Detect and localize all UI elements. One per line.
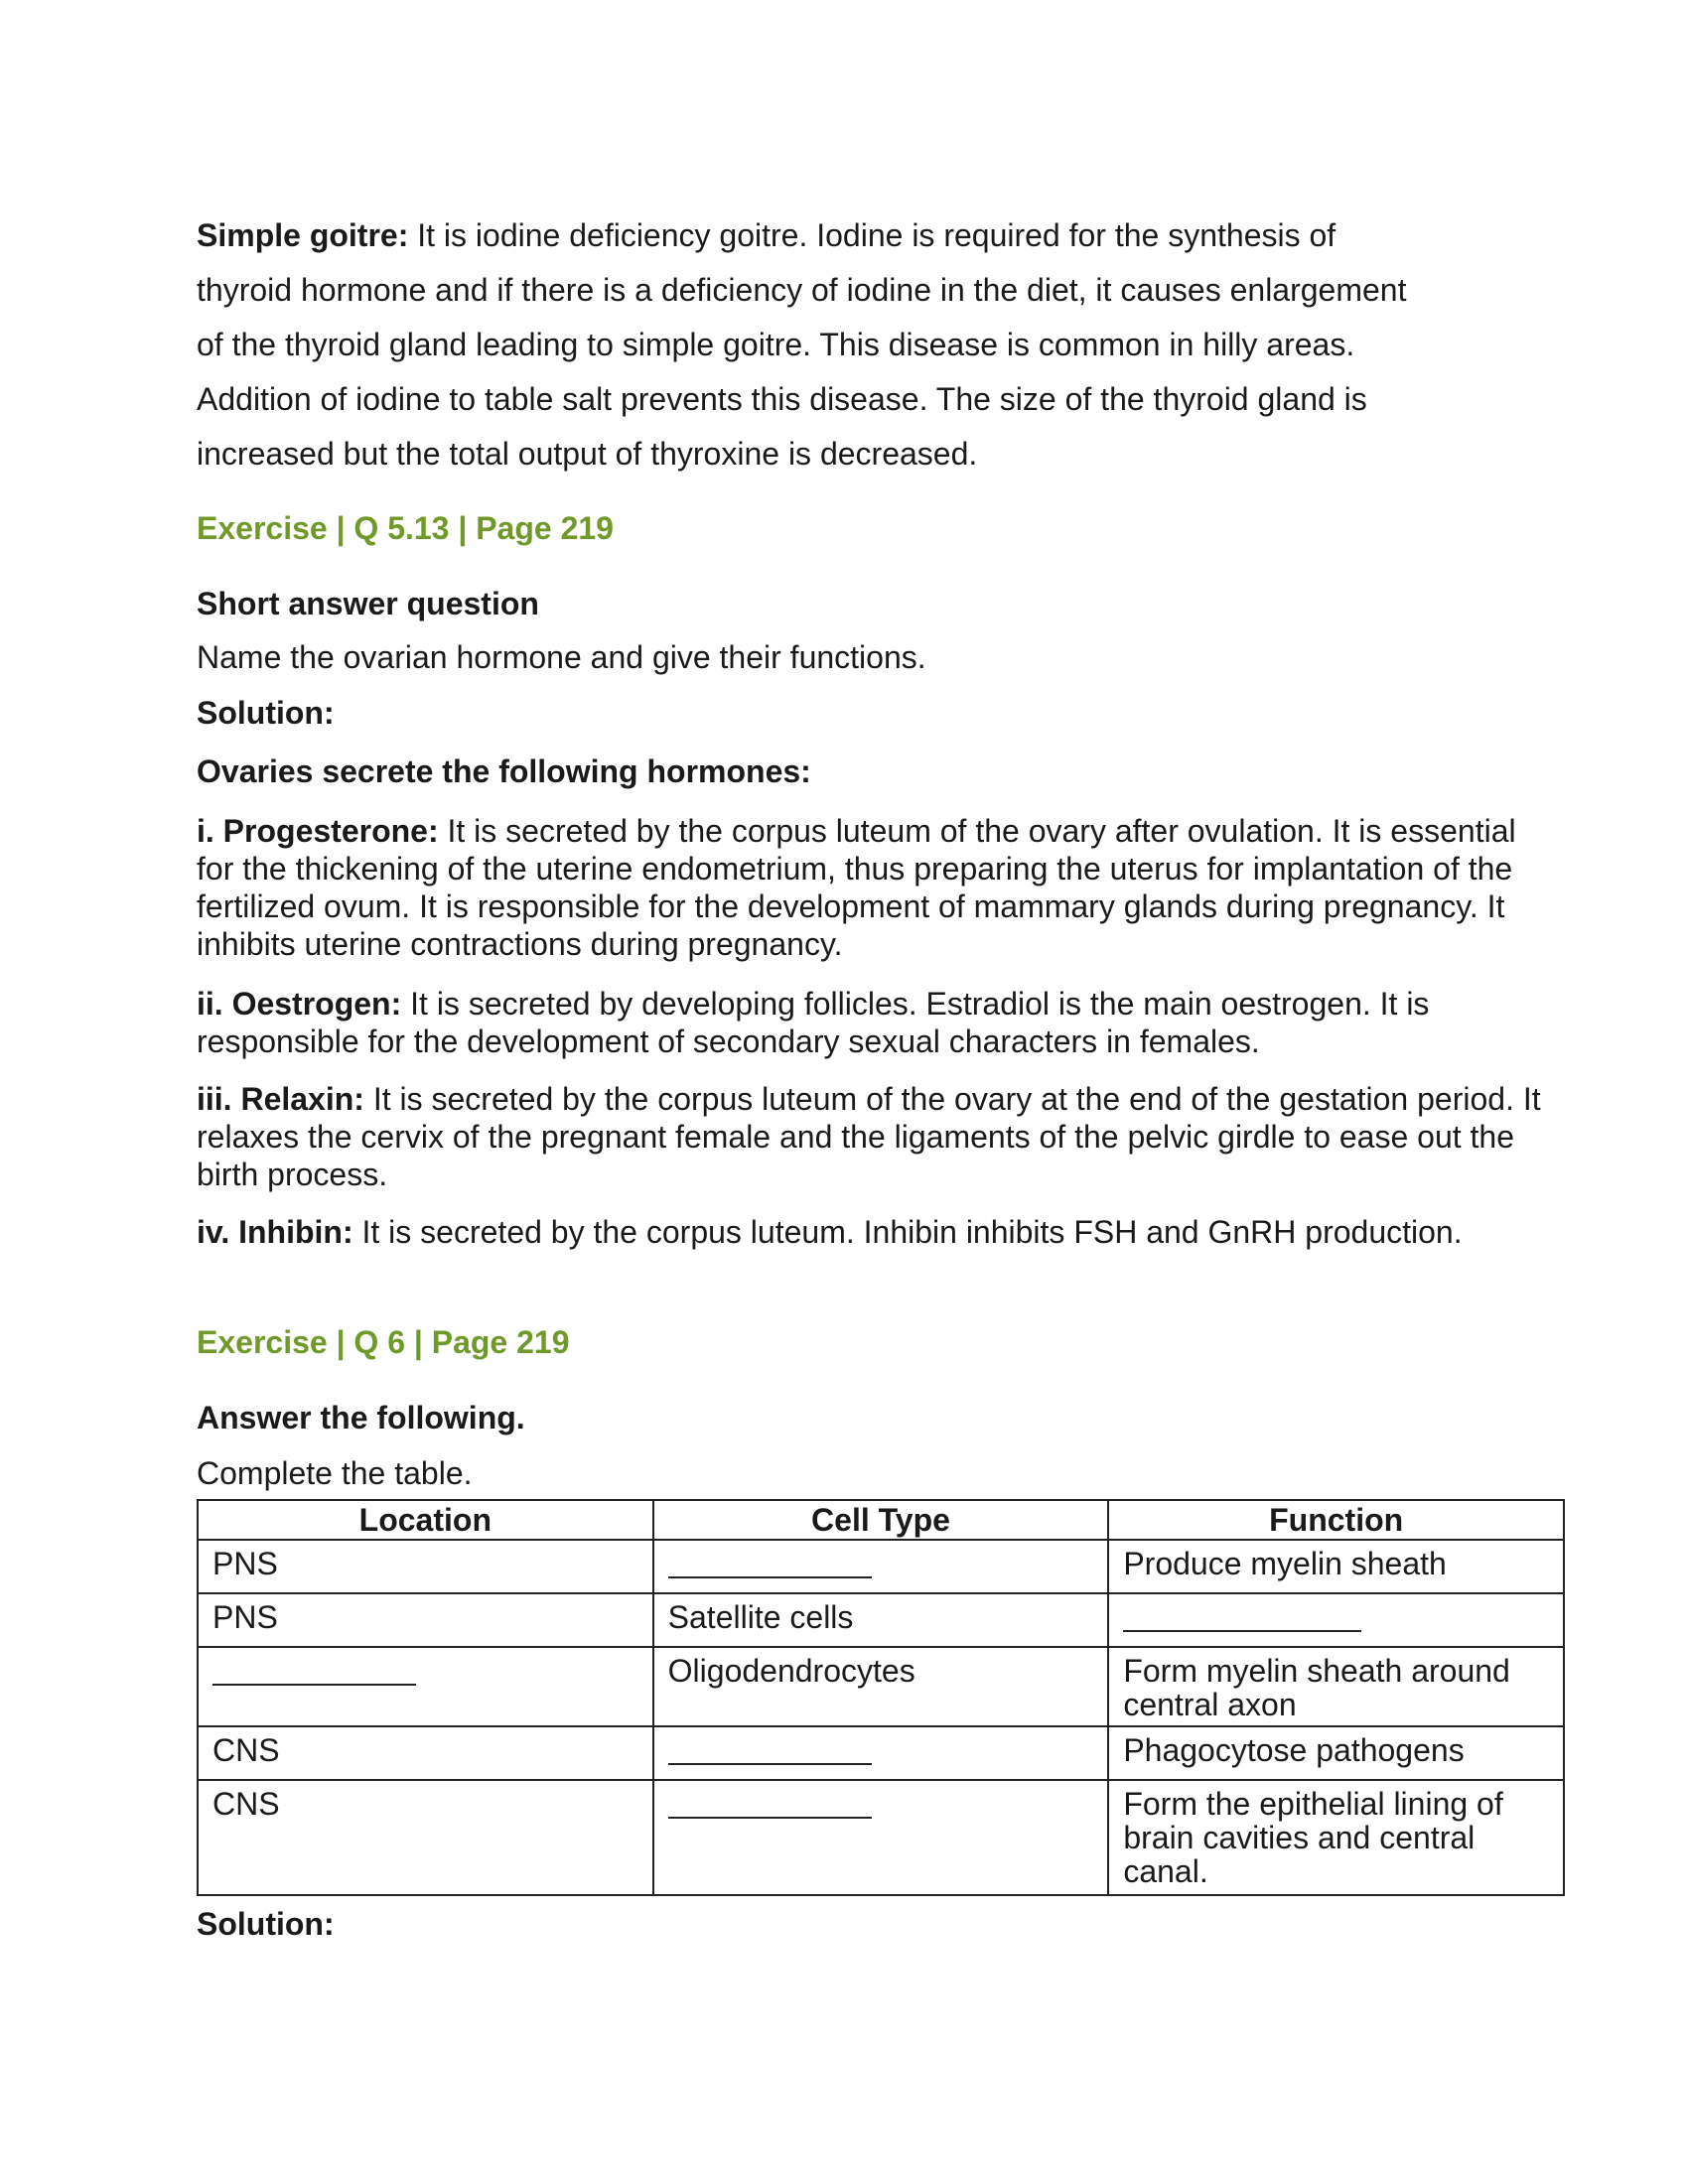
table-row <box>198 1647 1564 1726</box>
goitre-line-4: Addition of iodine to table salt prevents this disease. The size of the thyroid gland is <box>197 381 1367 417</box>
hormone-relaxin: iii. Relaxin: It is secreted by the corpus luteum of the ovary at the end of the gestation period. It relaxes the cervix of the pregnant female and the ligaments of the pelvic girdle to ease out the birth process. <box>197 1081 1541 1192</box>
cell-location: CNS <box>198 1780 653 1895</box>
header-cell-type: Cell Type <box>653 1500 1109 1540</box>
cell-function-blank <box>1108 1593 1564 1647</box>
table-row <box>198 1726 1564 1780</box>
cell-type-blank <box>653 1726 1109 1780</box>
cell-type-blank <box>653 1540 1109 1593</box>
fill-blank <box>668 1547 872 1578</box>
cell-function: Produce myelin sheath <box>1108 1540 1564 1593</box>
exercise-heading-q5-13: Exercise | Q 5.13 | Page 219 <box>197 510 614 546</box>
question-type-answer-following: Answer the following. <box>197 1400 525 1435</box>
fill-blank <box>1123 1600 1361 1632</box>
fill-blank <box>212 1654 416 1686</box>
cell-function: Phagocytose pathogens <box>1108 1726 1564 1780</box>
exercise-heading-q6: Exercise | Q 6 | Page 219 <box>197 1324 570 1360</box>
question-text: Name the ovarian hormone and give their functions. <box>197 639 926 675</box>
hormone-inhibin: iv. Inhibin: It is secreted by the corpus luteum. Inhibin inhibits FSH and GnRH production. <box>197 1214 1463 1250</box>
fill-blank <box>668 1733 872 1765</box>
header-location: Location <box>198 1500 653 1540</box>
cell-location: PNS <box>198 1540 653 1593</box>
solution-label-q6: Solution: <box>197 1906 335 1942</box>
table-instruction: Complete the table. <box>197 1455 473 1491</box>
cell-type: Satellite cells <box>653 1593 1109 1647</box>
cell-location-blank <box>198 1647 653 1726</box>
table-header-row <box>198 1500 1564 1540</box>
hormone-oestrogen: ii. Oestrogen: It is secreted by developing follicles. Estradiol is the main oestrogen. It is responsible for the development of secondary sexual characters in females. <box>197 986 1430 1059</box>
question-type-short-answer: Short answer question <box>197 586 539 621</box>
cell-function: Form myelin sheath around central axon <box>1108 1647 1564 1726</box>
cell-type-blank <box>653 1780 1109 1895</box>
table-row <box>198 1780 1564 1895</box>
table-row <box>198 1593 1564 1647</box>
table-row <box>198 1540 1564 1593</box>
neuroglia-table <box>197 1499 1565 1896</box>
goitre-line-3: of the thyroid gland leading to simple goitre. This disease is common in hilly areas. <box>197 327 1355 362</box>
hormone-progesterone: i. Progesterone: It is secreted by the corpus luteum of the ovary after ovulation. It is essential for the thickening of the uterine endometrium, thus preparing the uterus for implantation of the fertilized ovum. It is responsible for the development of mammary glands during pregnancy. It inhibits uterine contractions during pregnancy. <box>197 813 1516 962</box>
goitre-label: Simple goitre: <box>197 217 409 253</box>
solution-label: Solution: <box>197 695 335 731</box>
solution-intro: Ovaries secrete the following hormones: <box>197 753 811 789</box>
cell-location: CNS <box>198 1726 653 1780</box>
cell-type: Oligodendrocytes <box>653 1647 1109 1726</box>
header-function: Function <box>1108 1500 1564 1540</box>
cell-location: PNS <box>198 1593 653 1647</box>
goitre-paragraph <box>197 208 1406 481</box>
fill-blank <box>668 1787 872 1819</box>
cell-function: Form the epithelial lining of brain cavities and central canal. <box>1108 1780 1564 1895</box>
goitre-line-2: thyroid hormone and if there is a deficiency of iodine in the diet, it causes enlargement <box>197 272 1407 308</box>
goitre-line-1: Simple goitre: It is iodine deficiency goitre. Iodine is required for the synthesis of <box>197 217 1336 253</box>
goitre-line-5: increased but the total output of thyroxine is decreased. <box>197 436 978 472</box>
